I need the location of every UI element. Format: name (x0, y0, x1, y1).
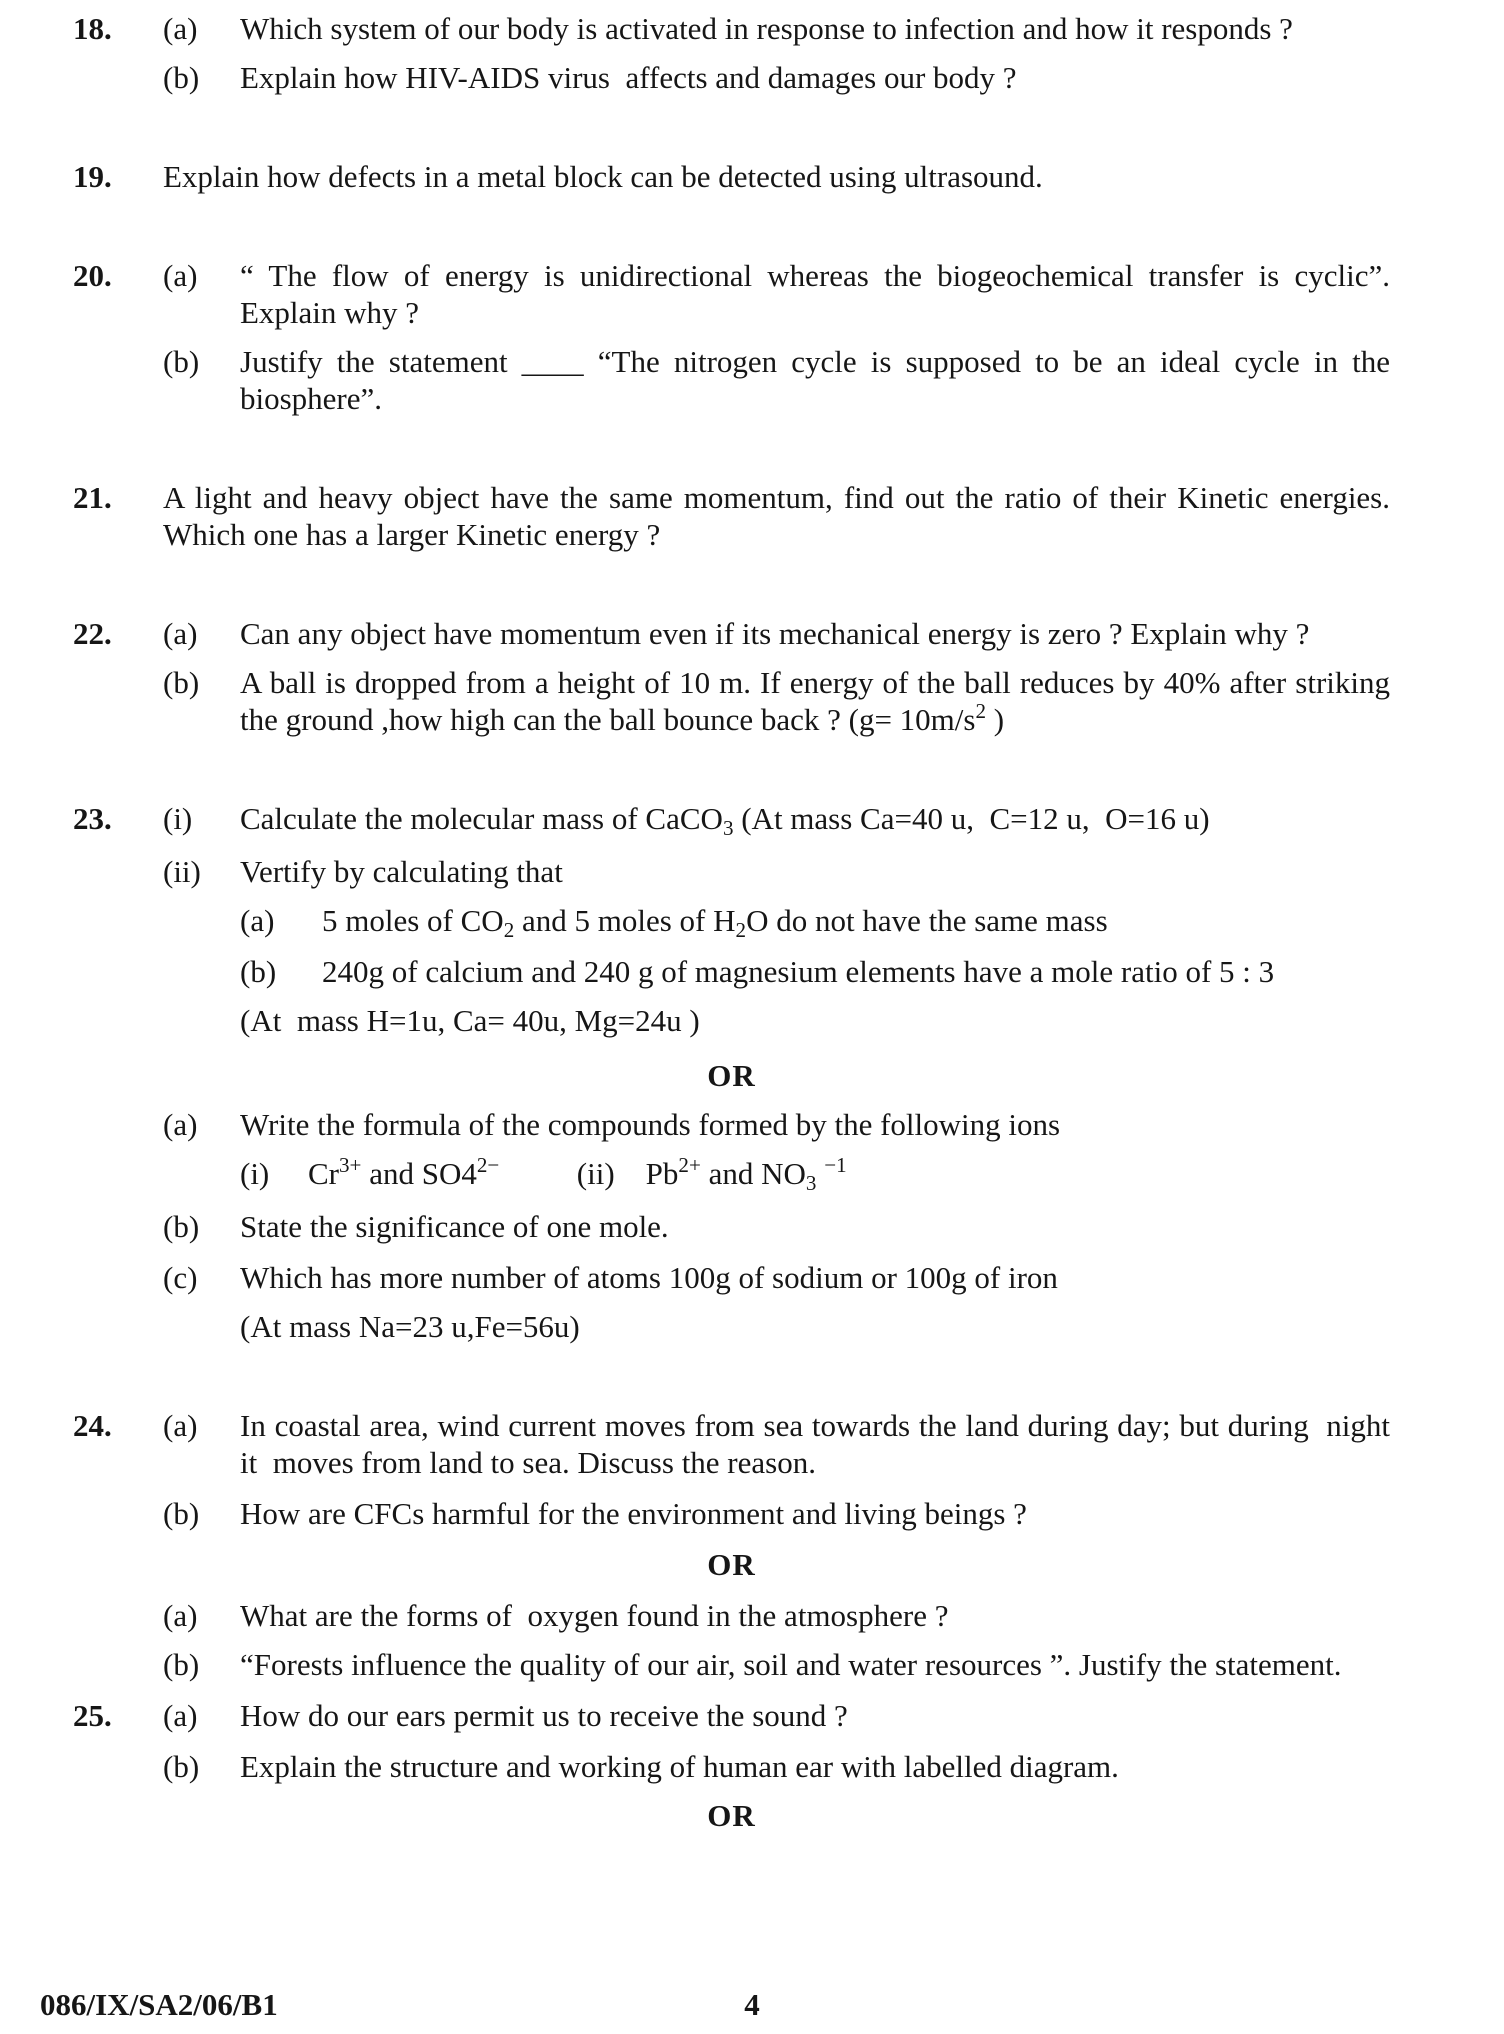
question-23-alt-part-c (73, 1259, 1390, 1296)
question-23-alt-part-b (73, 1208, 1390, 1245)
part-text: A ball is dropped from a height of 10 m. If energy of the ball reduces by 40% after striking the ground ,how high can the ball bounce back ? ($g= 10m/s^2$ ) (240, 665, 1398, 737)
or-separator: OR (707, 1058, 756, 1093)
part-text: “ The flow of energy is unidirectional whereas the biogeochemical transfer is cyclic”. Explain why ? (240, 258, 1398, 330)
note-text: (At mass H=1u, Ca= 40u, Mg=24u ) (240, 1003, 700, 1038)
question-23-alt-part-a (73, 1106, 1390, 1143)
part-label: (b) (163, 1209, 200, 1244)
part-label: (a) (163, 1698, 198, 1733)
subpart-text: 240g of calcium and 240 g of magnesium elements have a mole ratio of 5 : 3 (322, 954, 1275, 989)
question-number: 21. (73, 480, 112, 515)
part-label: (a) (163, 616, 198, 651)
part-text: Which system of our body is activated in response to infection and how it responds ? (240, 11, 1293, 46)
part-text: Explain the structure and working of human ear with labelled diagram. (240, 1749, 1119, 1784)
part-text: How do our ears permit us to receive the sound ? (240, 1698, 848, 1733)
question-23-alt-atomic-mass-note (73, 1308, 1390, 1345)
question-20-part-a (73, 257, 1398, 331)
part-text: What are the forms of oxygen found in the atmosphere ? (240, 1598, 949, 1633)
question-22-part-a (73, 615, 1390, 652)
question-number: 22. (73, 616, 112, 651)
page-number: 4 (744, 1987, 760, 2022)
subpart-label: (a) (240, 903, 275, 938)
part-text: In coastal area, wind current moves from sea towards the land during day; but during night it moves from land to sea. Discuss the reason. (240, 1408, 1398, 1480)
or-separator: OR (707, 1547, 756, 1582)
question-22-part-b (73, 664, 1398, 738)
question-23-part-ii (73, 853, 1390, 890)
note-text: (At mass Na=23 u,Fe=56u) (240, 1309, 580, 1344)
question-23 (73, 800, 1390, 1345)
question-19-body (73, 158, 1390, 195)
part-text: “Forests influence the quality of our air, soil and water resources ”. Justify the statement. (240, 1647, 1342, 1682)
question-number: 20. (73, 258, 112, 293)
question-20-part-b (73, 343, 1398, 417)
part-label: (b) (163, 344, 200, 379)
part-text: Can any object have momentum even if its mechanical energy is zero ? Explain why ? (240, 616, 1310, 651)
page-footer (0, 1986, 1504, 2028)
or-separator: OR (707, 1798, 756, 1833)
question-23-part-i (73, 800, 1390, 840)
question-23-subpart-a (73, 902, 1390, 942)
part-text: Vertify by calculating that (240, 854, 563, 889)
question-19 (73, 158, 1390, 195)
subpart-label: (b) (240, 954, 277, 989)
part-text: Justify the statement ____ “The nitrogen cycle is supposed to be an ideal cycle in the biosphere”. (240, 344, 1398, 416)
part-label: (c) (163, 1260, 198, 1295)
question-24-alt-part-a (73, 1597, 1390, 1634)
question-23-subpart-b (73, 953, 1390, 990)
question-24-part-b (73, 1495, 1390, 1532)
question-number: 23. (73, 801, 112, 836)
question-21 (73, 479, 1398, 553)
part-text: Explain how HIV-AIDS virus affects and damages our body ? (240, 60, 1017, 95)
question-22 (73, 615, 1398, 738)
question-25-part-a (73, 1697, 1390, 1734)
question-23-alt-ion-line (73, 1153, 1390, 1195)
question-20 (73, 257, 1398, 417)
part-label: (b) (163, 60, 200, 95)
part-label: (i) (163, 801, 193, 836)
question-25 (73, 1697, 1390, 1834)
question-number: 25. (73, 1698, 112, 1733)
question-18-part-a (73, 10, 1390, 47)
question-text: Explain how defects in a metal block can be detected using ultrasound. (163, 159, 1043, 194)
paper-code: 086/IX/SA2/06/B1 (40, 1987, 278, 2022)
question-18-part-b (73, 59, 1390, 96)
question-25-part-b (73, 1748, 1390, 1785)
question-18 (73, 10, 1390, 96)
question-number: 24. (73, 1408, 112, 1443)
question-number: 18. (73, 11, 112, 46)
question-number: 19. (73, 159, 112, 194)
part-label: (a) (163, 1598, 198, 1633)
question-24-part-a (73, 1407, 1398, 1481)
part-label: (b) (163, 1496, 200, 1531)
part-label: (ii) (163, 854, 201, 889)
question-text: A light and heavy object have the same momentum, find out the ratio of their Kinetic energies. Which one has a larger Kinetic energy ? (163, 480, 1398, 552)
question-23-atomic-mass-note (73, 1002, 1390, 1039)
part-label: (a) (163, 1408, 198, 1443)
part-label: (a) (163, 258, 198, 293)
subpart-text: 5 moles of $CO_2$ and 5 moles of $H_2O$ do not have the same mass (322, 903, 1108, 942)
part-label: (a) (163, 1107, 198, 1142)
part-label: (a) (163, 11, 198, 46)
part-text: Write the formula of the compounds formed by the following ions (240, 1107, 1061, 1142)
part-text: Which has more number of atoms 100g of sodium or 100g of iron (240, 1260, 1058, 1295)
part-label: (b) (163, 665, 200, 700)
question-21-body (73, 479, 1398, 553)
ion-formulas-text: (i) $Cr^{3+}$ and $SO4^{2-}$ (ii) $Pb^{2+}$ and $NO_3$ $^{-1}$ (240, 1153, 847, 1195)
part-text: How are CFCs harmful for the environment and living beings ? (240, 1496, 1027, 1531)
question-24 (73, 1407, 1398, 1683)
part-text: Calculate the molecular mass of CaCO$_3$ (At mass Ca=40 u, C=12 u, O=16 u) (240, 801, 1210, 840)
question-24-alt-part-b (73, 1646, 1390, 1683)
part-label: (b) (163, 1749, 200, 1784)
part-label: (b) (163, 1647, 200, 1682)
part-text: State the significance of one mole. (240, 1209, 669, 1244)
